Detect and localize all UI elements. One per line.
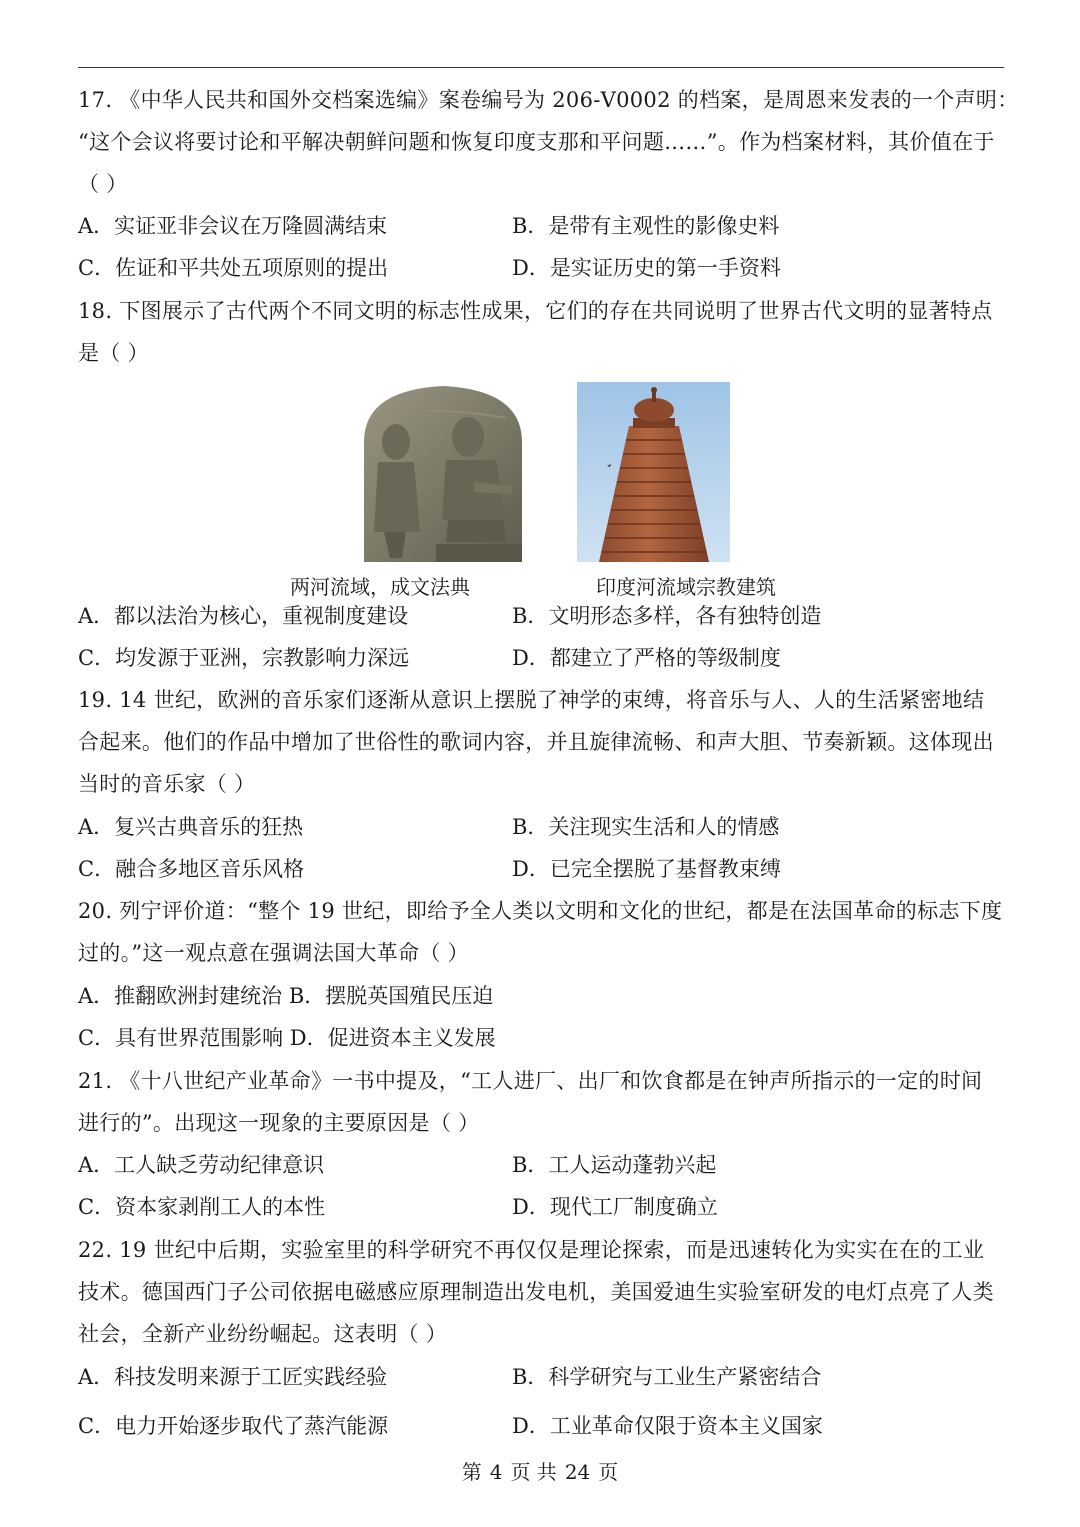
q18-option-b[interactable]: B．文明形态多样，各有独特创造 bbox=[512, 604, 822, 628]
hammurabi-stele-image bbox=[356, 382, 530, 562]
q17-option-c[interactable]: C．佐证和平共处五项原则的提出 bbox=[78, 256, 389, 280]
q18-option-c[interactable]: C．均发源于亚洲，宗教影响力深远 bbox=[78, 646, 410, 670]
q17-stem-line2: “这个会议将要讨论和平解决朝鲜问题和恢复印度支那和平问题……”。作为档案材料，其价值在于 bbox=[78, 130, 995, 154]
q21-stem-line2: 进行的”。出现这一现象的主要原因是（ ） bbox=[78, 1111, 480, 1135]
q20-options-ab[interactable]: A．推翻欧洲封建统治 B．摆脱英国殖民压迫 bbox=[78, 984, 494, 1008]
caption-indus: 印度河流域宗教建筑 bbox=[596, 575, 776, 599]
q22-option-c[interactable]: C．电力开始逐步取代了蒸汽能源 bbox=[78, 1414, 389, 1438]
q21-option-c[interactable]: C．资本家剥削工人的本性 bbox=[78, 1195, 326, 1219]
q19-option-b[interactable]: B．关注现实生活和人的情感 bbox=[512, 815, 780, 839]
footer-total-pages: 24 bbox=[564, 1460, 591, 1484]
caption-mesopotamia: 两河流域，成文法典 bbox=[290, 575, 470, 599]
q17-option-b[interactable]: B．是带有主观性的影像史料 bbox=[512, 214, 780, 238]
q21-option-d[interactable]: D．现代工厂制度确立 bbox=[512, 1195, 718, 1219]
q17-option-d[interactable]: D．是实证历史的第一手资料 bbox=[512, 256, 781, 280]
q19-stem-line1: 19. 14 世纪，欧洲的音乐家们逐渐从意识上摆脱了神学的束缚，将音乐与人、人的生活紧密地结 bbox=[78, 688, 985, 712]
footer-middle: 页 共 bbox=[510, 1460, 557, 1484]
q20-options-cd[interactable]: C．具有世界范围影响 D．促进资本主义发展 bbox=[78, 1026, 496, 1050]
q22-option-d[interactable]: D．工业革命仅限于资本主义国家 bbox=[512, 1414, 823, 1438]
page-footer bbox=[0, 1458, 1080, 1486]
q22-stem-line1: 22. 19 世纪中后期，实验室里的科学研究不再仅仅是理论探索，而是迅速转化为实实在在的工业 bbox=[78, 1238, 985, 1262]
q18-option-a[interactable]: A．都以法治为核心，重视制度建设 bbox=[78, 604, 409, 628]
q18-stem-line1: 18. 下图展示了古代两个不同文明的标志性成果，它们的存在共同说明了世界古代文明的显著特点 bbox=[78, 299, 993, 323]
q22-option-a[interactable]: A．科技发明来源于工匠实践经验 bbox=[78, 1365, 388, 1389]
q17-option-a[interactable]: A．实证亚非会议在万隆圆满结束 bbox=[78, 214, 388, 238]
q17-stem-line3: （ ） bbox=[78, 172, 128, 196]
q22-stem-line3: 社会，全新产业纷纷崛起。这表明（ ） bbox=[78, 1322, 448, 1346]
q21-option-a[interactable]: A．工人缺乏劳动纪律意识 bbox=[78, 1153, 325, 1177]
q22-option-b[interactable]: B．科学研究与工业生产紧密结合 bbox=[512, 1365, 822, 1389]
footer-prefix: 第 bbox=[461, 1460, 482, 1484]
footer-page-number: 4 bbox=[489, 1460, 503, 1484]
q21-option-b[interactable]: B．工人运动蓬勃兴起 bbox=[512, 1153, 717, 1177]
header-rule bbox=[78, 67, 1004, 68]
q19-option-c[interactable]: C．融合多地区音乐风格 bbox=[78, 857, 305, 881]
q19-option-a[interactable]: A．复兴古典音乐的狂热 bbox=[78, 815, 304, 839]
q17-stem-line1: 17. 《中华人民共和国外交档案选编》案卷编号为 206-V0002 的档案，是周恩来发表的一个声明： bbox=[78, 88, 1019, 112]
q18-stem-line2: 是（ ） bbox=[78, 341, 149, 365]
q18-option-d[interactable]: D．都建立了严格的等级制度 bbox=[512, 646, 781, 670]
q20-stem-line2: 过的。”这一观点意在强调法国大革命（ ） bbox=[78, 941, 469, 965]
footer-suffix: 页 bbox=[598, 1460, 619, 1484]
q20-stem-line1: 20. 列宁评价道：“整个 19 世纪，即给予全人类以文明和文化的世纪，都是在法国革命的标志下度 bbox=[78, 899, 1003, 923]
q19-stem-line3: 当时的音乐家（ ） bbox=[78, 772, 256, 796]
q19-option-d[interactable]: D．已完全摆脱了基督教束缚 bbox=[512, 857, 781, 881]
temple-tower-image bbox=[577, 382, 730, 562]
q19-stem-line2: 合起来。他们的作品中增加了世俗性的歌词内容，并且旋律流畅、和声大胆、节奏新颖。这体现出 bbox=[78, 730, 994, 754]
q21-stem-line1: 21. 《十八世纪产业革命》一书中提及，“工人进厂、出厂和饮食都是在钟声所指示的一定的时间 bbox=[78, 1069, 983, 1093]
q22-stem-line2: 技术。德国西门子公司依据电磁感应原理制造出发电机，美国爱迪生实验室研发的电灯点亮了人类 bbox=[78, 1280, 994, 1304]
